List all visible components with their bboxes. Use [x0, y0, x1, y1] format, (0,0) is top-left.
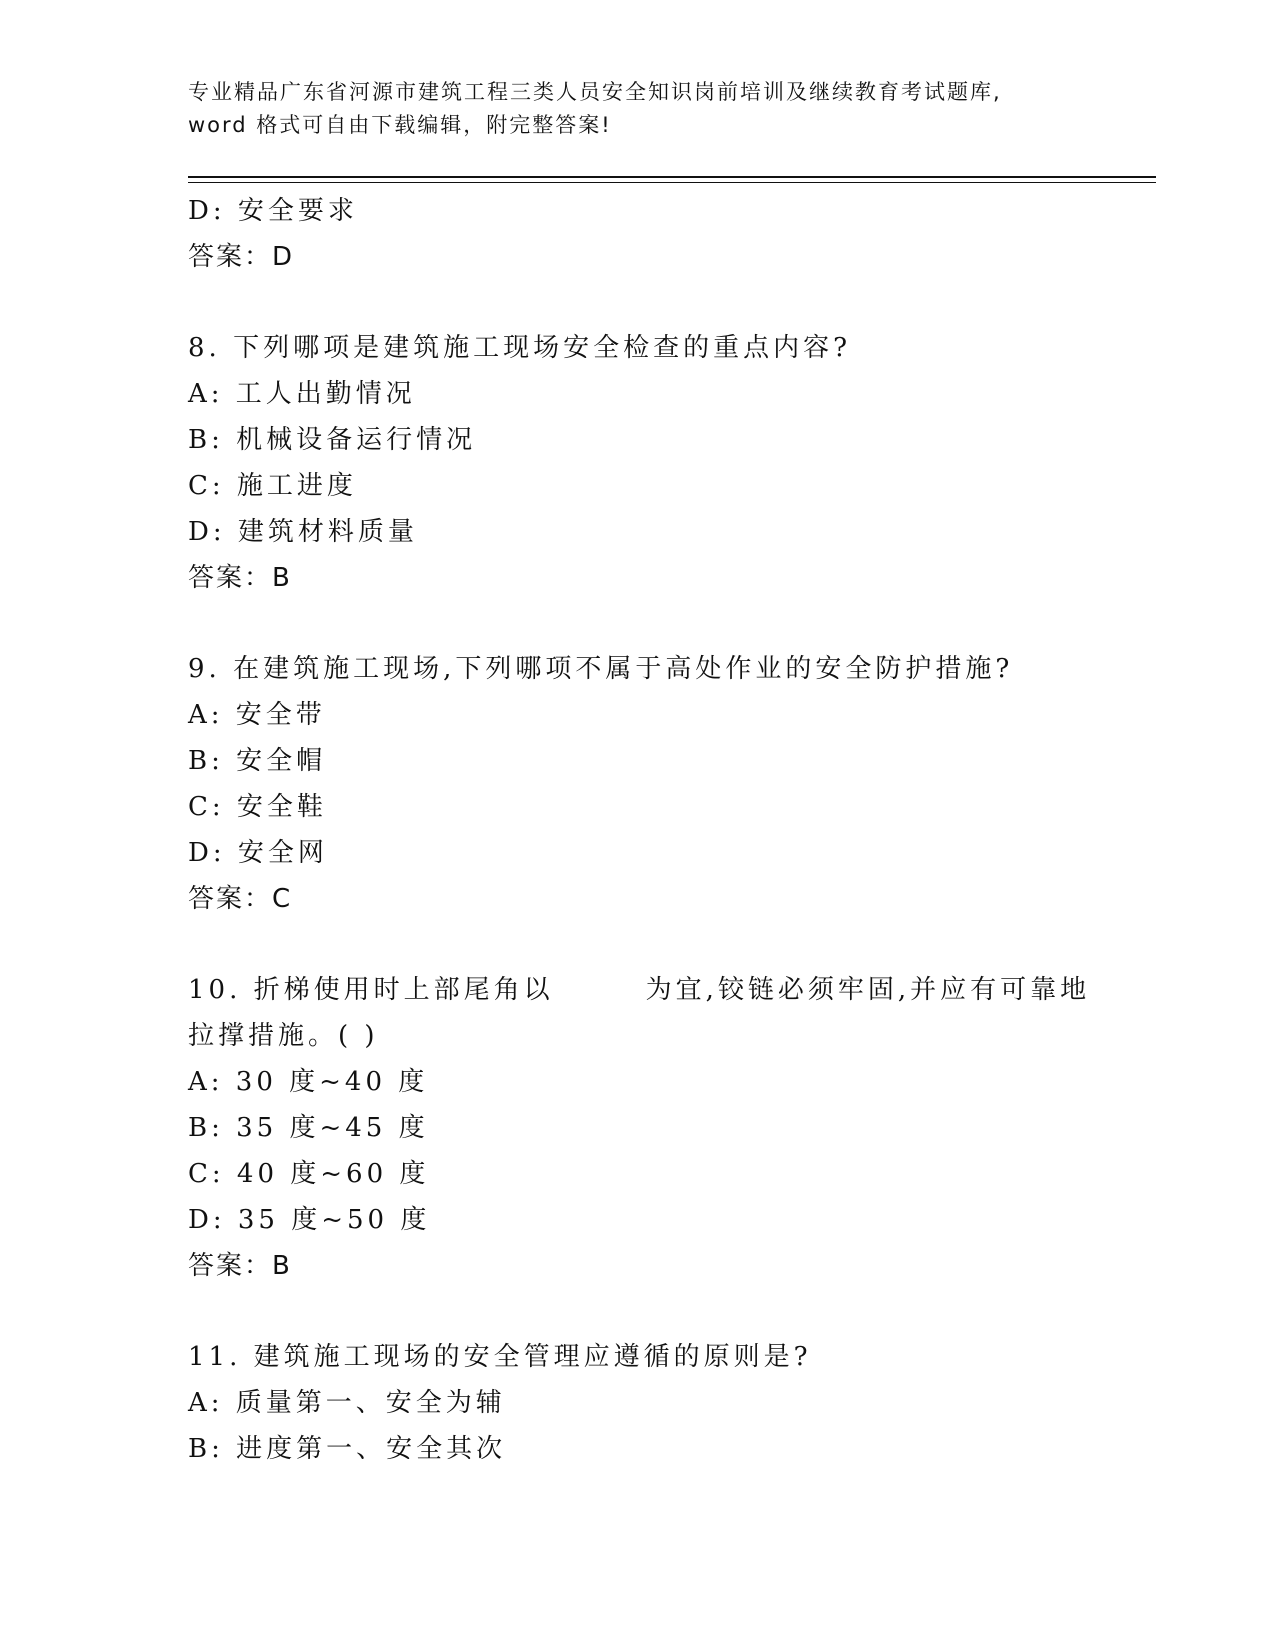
question-stem-part-1: 10. 折梯使用时上部尾角以 — [188, 975, 554, 1005]
question-stem-part-2: 为宜,铰链必须牢固,并应有可靠地 — [645, 975, 1091, 1005]
question-11 — [188, 1334, 1138, 1472]
spacer — [188, 280, 1138, 325]
option-a: A: 30 度~40 度 — [188, 1067, 429, 1097]
option-b: B: 进度第一、安全其次 — [188, 1434, 507, 1464]
option-b: B: 35 度~45 度 — [188, 1113, 429, 1143]
question-stem-line-2: 拉撑措施。( ) — [188, 1021, 379, 1051]
option-a: A: 质量第一、安全为辅 — [188, 1388, 506, 1418]
option-d: D: 35 度~50 度 — [188, 1205, 431, 1235]
header-divider-thick — [188, 176, 1156, 178]
option-d: D: 建筑材料质量 — [188, 517, 418, 547]
spacer — [188, 601, 1138, 646]
answer: 答案：C — [188, 884, 293, 914]
header-title-line-2: word 格式可自由下载编辑，附完整答案! — [188, 113, 612, 137]
option-a: A: 工人出勤情况 — [188, 379, 416, 409]
question-stem — [188, 967, 1138, 1013]
option-c: C: 安全鞋 — [188, 792, 327, 822]
header-divider-thin — [188, 182, 1156, 183]
document-header — [188, 76, 1088, 142]
option-c: C: 施工进度 — [188, 471, 357, 501]
question-list — [188, 188, 1138, 1472]
prev-question-option-d: D: 安全要求 — [188, 196, 358, 226]
question-stem: 11. 建筑施工现场的安全管理应遵循的原则是? — [188, 1342, 812, 1372]
option-a: A: 安全带 — [188, 700, 326, 730]
spacer — [188, 922, 1138, 967]
answer: 答案：B — [188, 563, 292, 593]
question-9 — [188, 646, 1138, 922]
option-d: D: 安全网 — [188, 838, 328, 868]
option-b: B: 机械设备运行情况 — [188, 425, 477, 455]
option-c: C: 40 度~60 度 — [188, 1159, 430, 1189]
question-10 — [188, 967, 1138, 1289]
answer: 答案：B — [188, 1251, 292, 1281]
question-8 — [188, 325, 1138, 601]
question-stem: 9. 在建筑施工现场,下列哪项不属于高处作业的安全防护措施? — [188, 654, 1014, 684]
question-stem: 8. 下列哪项是建筑施工现场安全检查的重点内容? — [188, 333, 852, 363]
header-title-line-1: 专业精品广东省河源市建筑工程三类人员安全知识岗前培训及继续教育考试题库, — [188, 80, 1002, 104]
option-b: B: 安全帽 — [188, 746, 327, 776]
spacer — [188, 1289, 1138, 1334]
prev-question-answer: 答案：D — [188, 242, 295, 272]
